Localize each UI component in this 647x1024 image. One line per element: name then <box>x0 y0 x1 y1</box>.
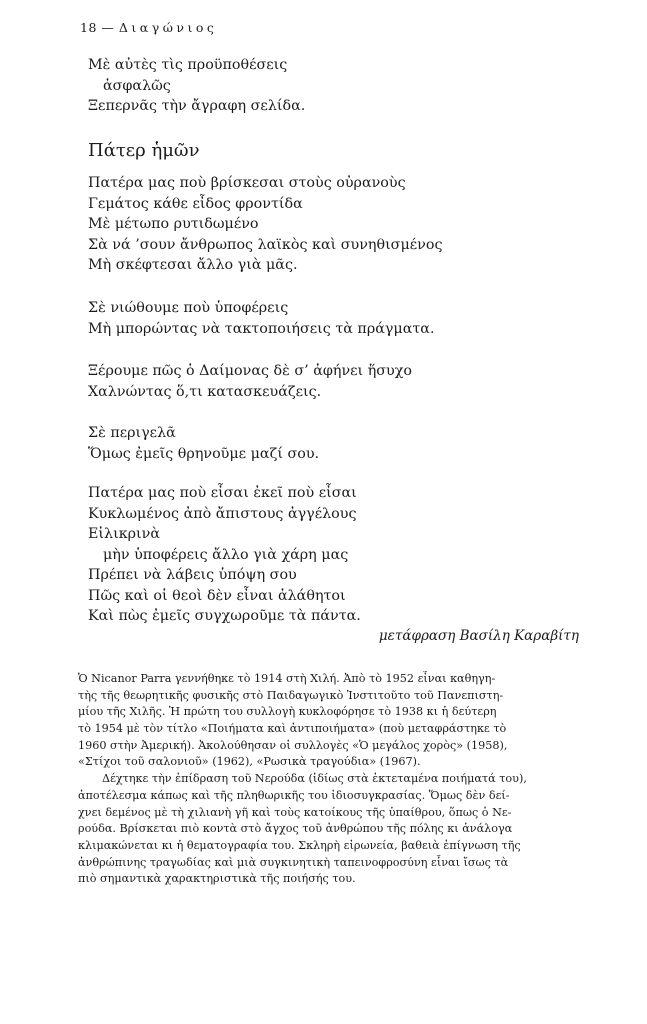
poem-line: Σὲ περιγελᾶ <box>88 425 176 441</box>
poem-line: Γεμάτος κάθε εἶδος φροντίδα <box>88 195 303 212</box>
poem-line: Χαλνώντας ὅ,τι κατασκευάζεις. <box>88 383 322 400</box>
poem-line: ἀσφαλῶς <box>103 77 171 94</box>
poem-line: Πατέρα μας ποὺ εἶσαι ἐκεῖ ποὺ εἶσαι <box>88 485 357 501</box>
note-line: «Στίχοι τοῦ σαλονιοῦ» (1962), «Ρωσικὰ τραγούδια» (1967). <box>78 755 421 769</box>
note-line: Δέχτηκε τὴν ἐπίδραση τοῦ Νερούδα (ἰδίως στὰ ἐκτεταμένα ποιήματά του), <box>102 772 527 786</box>
poem-line: Μὲ αὐτὲς τὶς προϋποθέσεις <box>88 57 288 73</box>
translator-credit: μετάφραση Βασίλη Καραβίτη <box>378 628 579 644</box>
poem-title: Πάτερ ἡμῶν <box>88 140 200 161</box>
note-line: Ὁ Nicanor Parra γεννήθηκε τὸ 1914 στὴ Χιλή. Ἀπὸ τὸ 1952 εἶναι καθηγη- <box>78 672 496 685</box>
note-line: τὴς τῆς θεωρητικῆς φυσικῆς στὸ Παιδαγωγικὸ Ἰνστιτοῦτο τοῦ Πανεπιστη- <box>78 688 504 702</box>
poem-line: Μὴ μπορώντας νὰ τακτοποιήσεις τὰ πράγματα. <box>88 320 435 337</box>
stanza-4 <box>88 423 618 464</box>
note-line: ἀποτέλεσμα κάπως καὶ τῆς πληθωρικῆς του ἰδιοσυγκρασίας. Ὅμως δὲν δεί- <box>78 788 510 802</box>
note-line: κλιμακώνεται κι ἡ θεματογραφία του. Σκληρὴ εἰρωνεία, βαθειὰ ἐπίγνωση τῆς <box>78 838 521 852</box>
stanza-3 <box>88 361 618 402</box>
note-line: πιὸ σημαντικὰ χαρακτηριστικὰ τῆς ποιήσής του. <box>78 872 356 886</box>
stanza-5 <box>88 483 618 627</box>
poem-line: Κυκλωμένος ἀπὸ ἄπιστους ἀγγέλους <box>88 505 357 522</box>
note-line: μίου τῆς Χιλῆς. Ἡ πρώτη του συλλογὴ κυκλοφόρησε τὸ 1938 κι ἡ δεύτερη <box>78 705 497 719</box>
note-line: ἀνθρώπινης τραγωδίας καὶ μιὰ συγκινητικὴ ταπεινοφροσύνη εἶναι ἴσως τὰ <box>78 855 509 869</box>
poem-line: Πρέπει νὰ λάβεις ὑπόψη σου <box>88 567 297 583</box>
journal-name: Διαγώνιος <box>118 20 218 35</box>
stanza-1 <box>88 173 618 276</box>
poem-line: Ξεπερνᾶς τὴν ἄγραφη σελίδα. <box>88 98 306 114</box>
running-header <box>80 20 217 35</box>
poem-line: Μὲ μέτωπο ρυτιδωμένο <box>88 216 259 232</box>
poem-line: Εἰλικρινὰ <box>88 526 161 542</box>
poem-line: Πατέρα μας ποὺ βρίσκεσαι στοὺς οὐρανοὺς <box>88 175 406 191</box>
poem-line: Καὶ πὼς ἐμεῖς συγχωροῦμε τὰ πάντα. <box>88 608 361 624</box>
note-line: τὸ 1954 μὲ τὸν τίτλο «Ποιήματα καὶ ἀντιποιήματα» (ποὺ μεταφράστηκε τὸ <box>78 722 507 736</box>
poem-line: Ξέρουμε πῶς ὁ Δαίμονας δὲ σ’ ἀφήνει ἥσυχο <box>88 363 412 379</box>
poem-line: Μὴ σκέφτεσαι ἄλλο γιὰ μᾶς. <box>88 257 298 273</box>
poem-line: μὴν ὑποφέρεις ἄλλο γιὰ χάρη μας <box>103 546 349 563</box>
poem-line: Σὰ νά ’σουν ἄνθρωπος λαϊκὸς καὶ συνηθισμένος <box>88 236 443 253</box>
note-line: χνει δεμένος μὲ τὴ χιλιανὴ γῆ καὶ τοὺς κατοίκους τῆς ὑπαίθρου, ὅπως ὁ Νε- <box>78 805 512 819</box>
stanza-2 <box>88 298 618 339</box>
note-line: 1960 στὴν Ἀμερική). Ἀκολούθησαν οἱ συλλογὲς «Ὁ μεγάλος χορὸς» (1958), <box>78 738 508 752</box>
poem-line: Ὅμως ἐμεῖς θρηνοῦμε μαζί σου. <box>88 445 320 462</box>
poem-line: Σὲ νιώθουμε ποὺ ὑποφέρεις <box>88 300 289 316</box>
poem-line: Πῶς καὶ οἱ θεοὶ δὲν εἶναι ἀλάθητοι <box>88 587 346 604</box>
author-note <box>78 671 612 888</box>
intro-stanza <box>88 55 618 117</box>
note-line: ρούδα. Βρίσκεται πιὸ κοντὰ στὸ ἄγχος τοῦ ἀνθρώπου τῆς πόλης κι ἀνάλογα <box>78 822 513 836</box>
header-dash: — <box>101 20 115 35</box>
page-number: 18 <box>80 20 97 35</box>
